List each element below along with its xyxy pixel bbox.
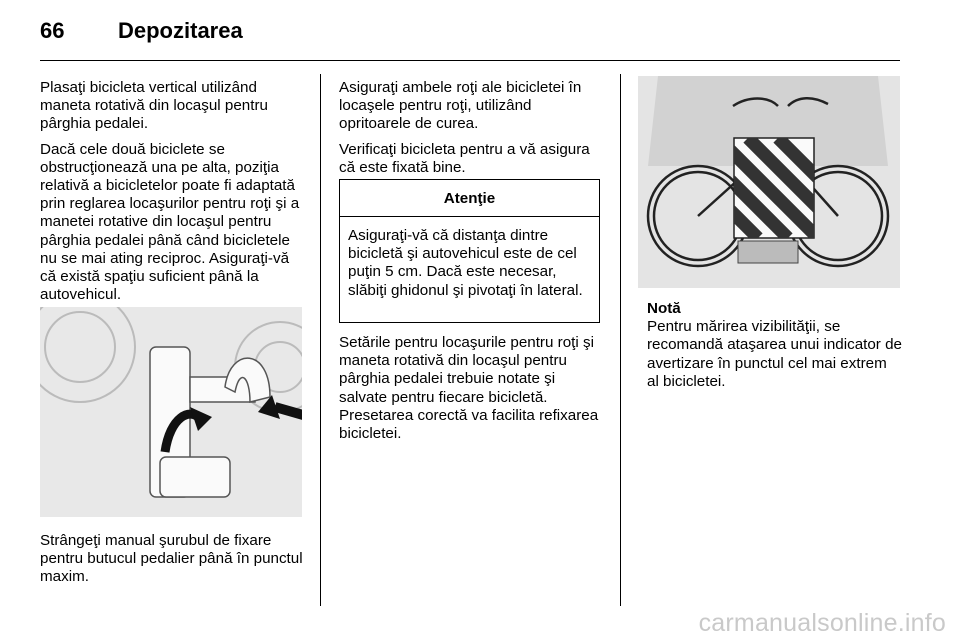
warning-box	[339, 179, 600, 323]
header-rule	[40, 60, 900, 61]
column-divider-2	[620, 74, 621, 606]
column-divider-1	[320, 74, 321, 606]
page-title: Depozitarea	[118, 18, 243, 43]
paragraph: Setările pentru locaşurile pentru roţi şi maneta rotativă din locaşul pentru pârghia pedalei trebuie notate şi salvate pentru fiecare bicicletă. Presetarea corectă va facilita refixarea bicicletei.	[339, 334, 599, 443]
note	[647, 300, 902, 391]
warning-body: Asiguraţi-vă că distanţa dintre bicicletă şi autovehicul este de cel puţin 5 cm. Dacă este necesar, slăbiţi ghidonul şi pivotaţi în lateral.	[348, 227, 583, 299]
figure-caption	[40, 532, 308, 594]
paragraph: Dacă cele două biciclete se obstrucţionează una pe alta, poziţia relativă a bicicletelor poate fi adaptată prin reglarea locaşurilor pentru roţi şi a manetei rotative din locaşul pentru pârghia pedalei până când bicicletele nu se mai ating reciproc. Asiguraţi-vă că există spaţiu suficient până la autovehicul.	[40, 140, 300, 304]
page-number: 66	[40, 18, 65, 43]
watermark: carmanualsonline.info	[698, 609, 946, 637]
paragraph: Verificaţi bicicleta pentru a vă asigura că este fixată bine.	[339, 140, 590, 176]
note-title: Notă	[647, 300, 681, 317]
caption-text: Strângeţi manual şurubul de fixare pentru butucul pedalier până în punctul maxim.	[40, 532, 303, 586]
bicycles-on-carrier-illustration	[638, 76, 900, 288]
column-2	[339, 79, 607, 184]
paragraph: Asiguraţi ambele roţi ale bicicletei în locaşele pentru roţi, utilizând opritoarele de curea.	[339, 79, 582, 133]
column-2-lower	[339, 334, 607, 450]
warning-title: Atenţie	[340, 180, 599, 217]
paragraph: Plasaţi bicicleta vertical utilizând maneta rotativă din locaşul pentru pârghia pedalei.	[40, 79, 268, 133]
note-body: Pentru mărirea vizibilităţii, se recomandă ataşarea unui indicator de avertizare în punctul cel mai extrem al bicicletei.	[647, 318, 902, 390]
column-1	[40, 79, 308, 311]
pedal-mount-illustration	[40, 307, 302, 517]
